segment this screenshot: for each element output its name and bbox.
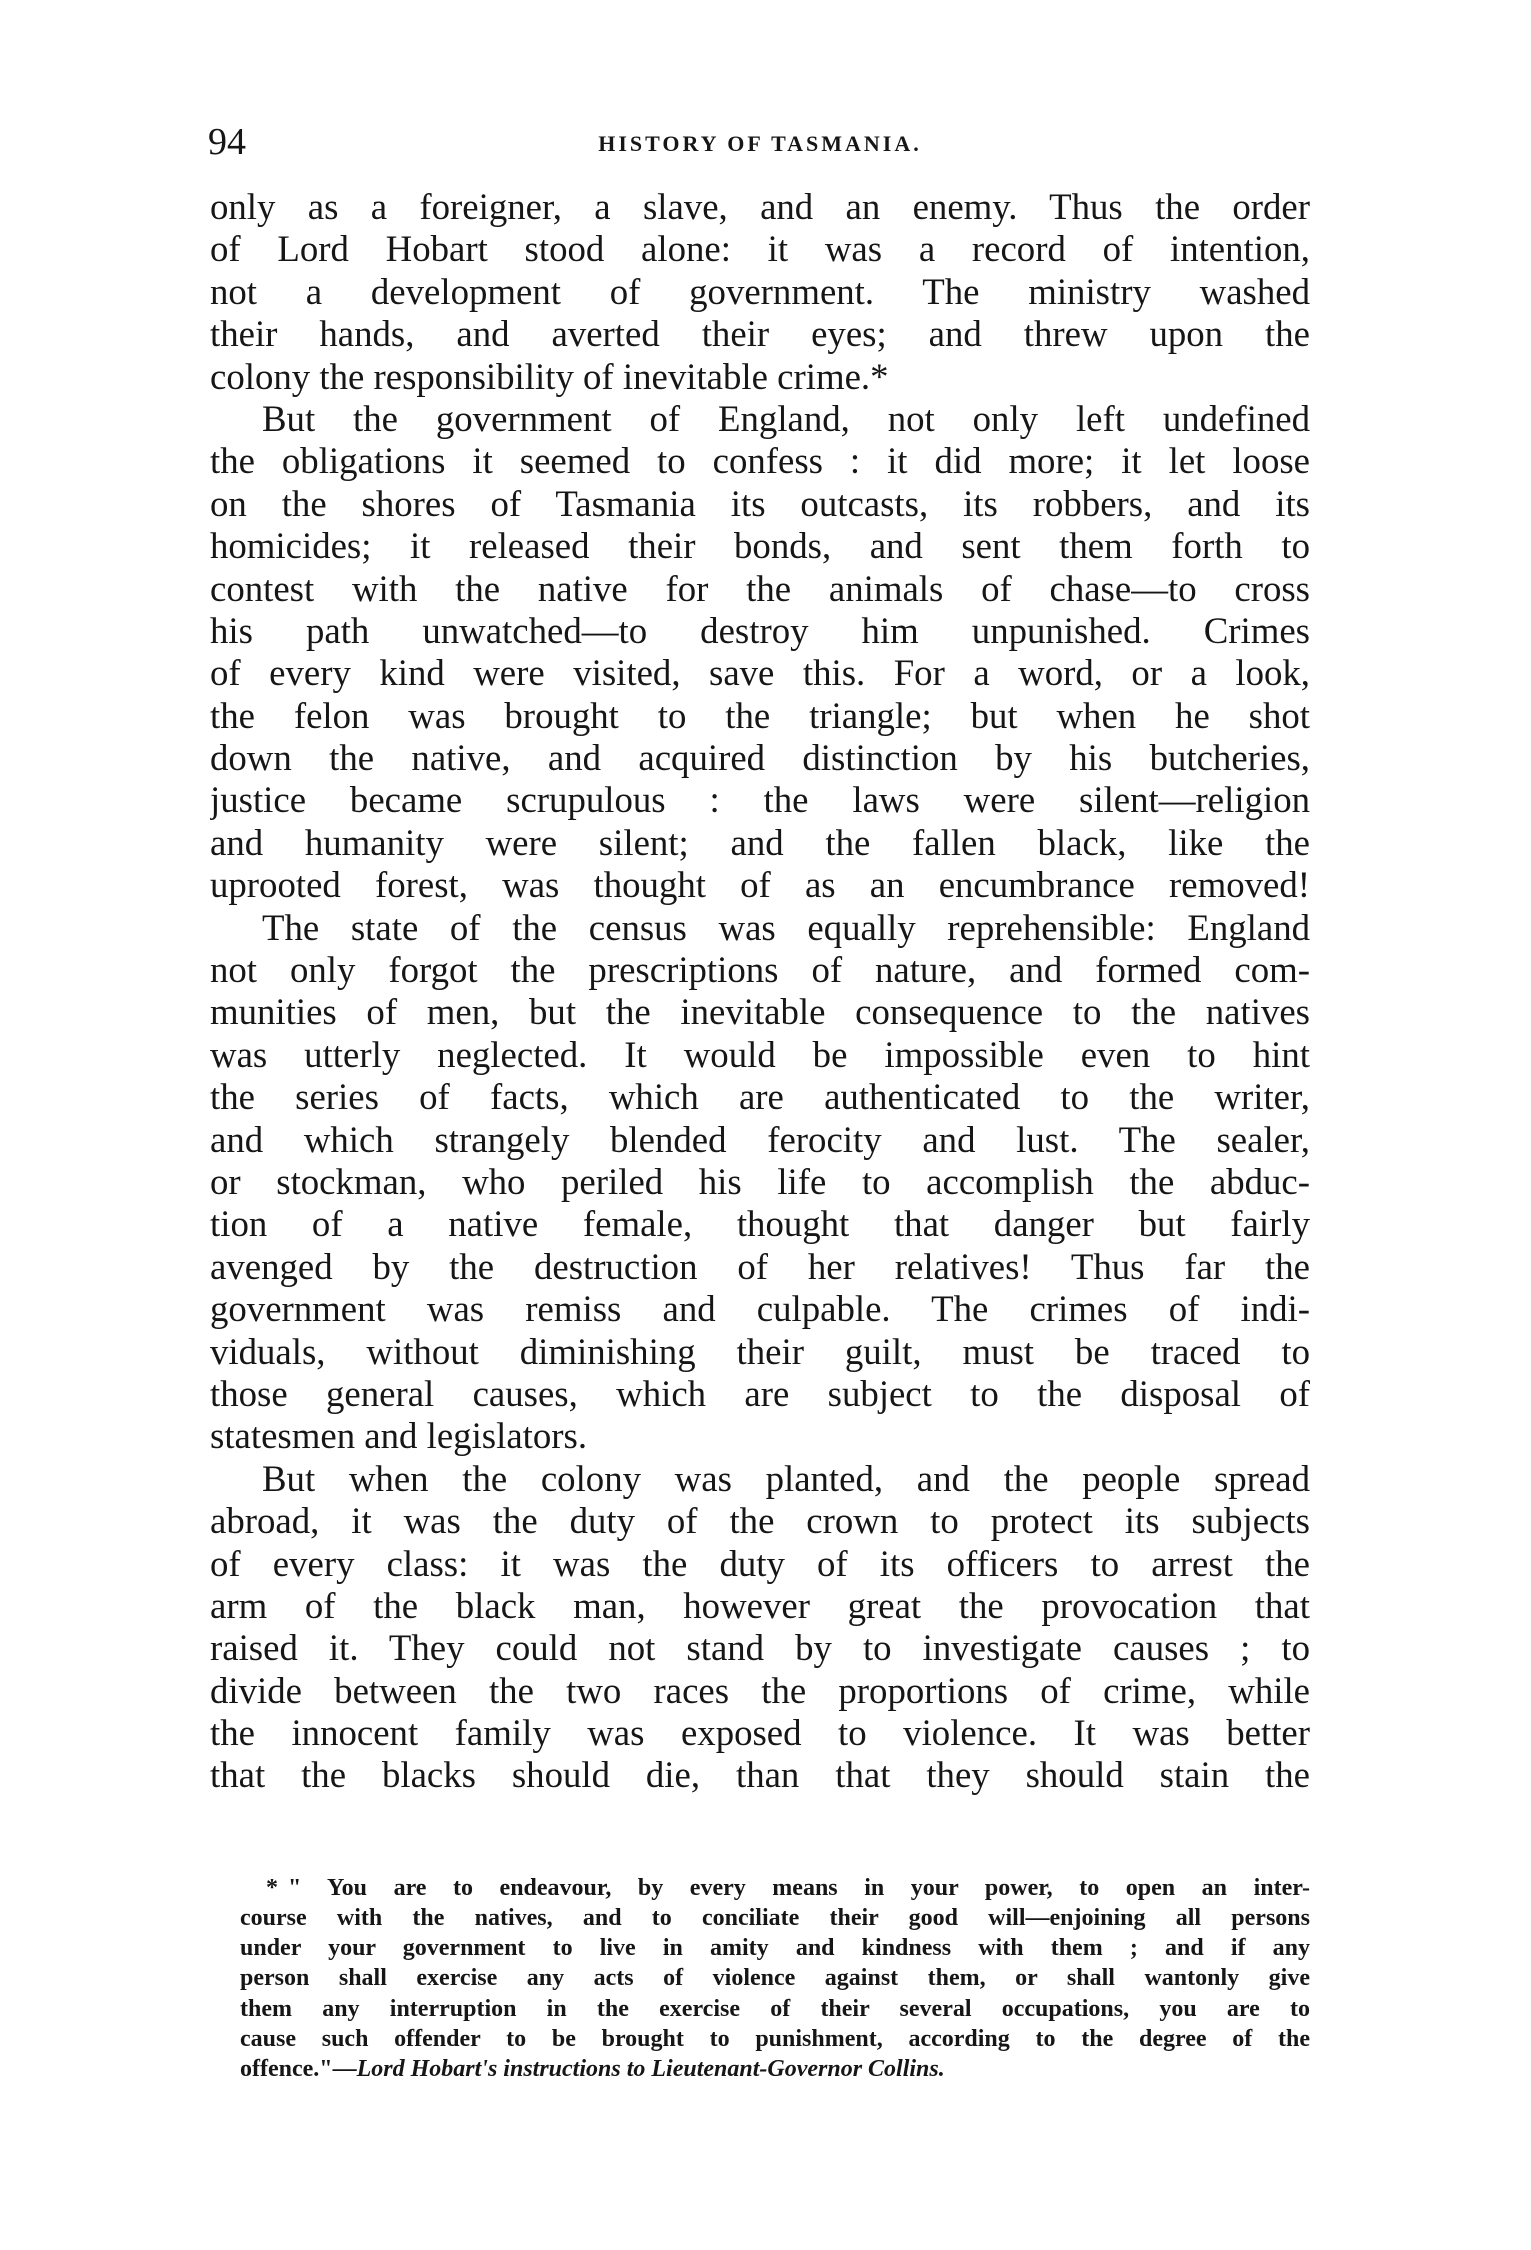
- running-head: [210, 118, 1310, 168]
- paragraph-start-line: But when the colony was planted, and the people spread: [262, 1457, 1310, 1499]
- text-line: their hands, and averted their eyes; and threw upon the: [210, 313, 1310, 355]
- text-line: of every kind were visited, save this. For a word, or a look,: [210, 652, 1310, 694]
- text-line: his path unwatched—to destroy him unpunished. Crimes: [210, 609, 1310, 651]
- footnote-line: them any interruption in the exercise of their several occupations, you are to: [240, 1995, 1310, 2022]
- footnote-text: " You are to endeavour, by every means in your power, to open an inter-: [288, 1874, 1310, 1901]
- text-line: the obligations it seemed to confess : it did more; it let loose: [210, 440, 1310, 482]
- footnote-line: person shall exercise any acts of violence against them, or shall wantonly give: [240, 1965, 1310, 1992]
- text-line: and which strangely blended ferocity and lust. The sealer,: [210, 1118, 1310, 1160]
- text-line: of Lord Hobart stood alone: it was a record of intention,: [210, 228, 1310, 270]
- text-line: those general causes, which are subject to the disposal of: [210, 1372, 1310, 1414]
- text-line: that the blacks should die, than that they should stain the: [210, 1754, 1310, 1796]
- footnote-line: [240, 1873, 1310, 1903]
- text-line: munities of men, but the inevitable consequence to the natives: [210, 991, 1310, 1033]
- text-line: the felon was brought to the triangle; but when he shot: [210, 694, 1310, 736]
- footnote-line: [240, 2054, 1310, 2084]
- text-line: and humanity were silent; and the fallen black, like the: [210, 821, 1310, 863]
- text-line: only as a foreigner, a slave, and an enemy. Thus the order: [210, 186, 1310, 227]
- text-line: the innocent family was exposed to violence. It was better: [210, 1712, 1310, 1754]
- text-line: the series of facts, which are authenticated to the writer,: [210, 1076, 1310, 1118]
- text-line: viduals, without diminishing their guilt, must be traced to: [210, 1330, 1310, 1372]
- text-line: down the native, and acquired distinction by his butcheries,: [210, 737, 1310, 779]
- footnote-text: offence."—: [240, 2055, 357, 2082]
- text-line: abroad, it was the duty of the crown to protect its subjects: [210, 1500, 1310, 1542]
- footnote-line: cause such offender to be brought to punishment, according to the degree of the: [240, 2025, 1310, 2052]
- text-line: homicides; it released their bonds, and sent them forth to: [210, 525, 1310, 567]
- text-line: tion of a native female, thought that danger but fairly: [210, 1203, 1310, 1245]
- text-line: was utterly neglected. It would be impossible even to hint: [210, 1033, 1310, 1075]
- book-page: [210, 118, 1310, 2084]
- paragraph-start-line: But the government of England, not only left undefined: [262, 397, 1310, 439]
- text-line: divide between the two races the proportions of crime, while: [210, 1669, 1310, 1711]
- footnote-attribution: Lord Hobart's instructions to Lieutenant-Governor Collins.: [356, 2055, 945, 2082]
- text-line: arm of the black man, however great the provocation that: [210, 1584, 1310, 1626]
- footnote-line: course with the natives, and to conciliate their good will—enjoining all persons: [240, 1905, 1310, 1932]
- text-line: not only forgot the prescriptions of nature, and formed com-: [210, 949, 1310, 991]
- footnote-line: under your government to live in amity and kindness with them ; and if any: [240, 1935, 1310, 1962]
- text-line: statesmen and legislators.: [210, 1415, 588, 1457]
- text-line: justice became scrupulous : the laws were silent—religion: [210, 779, 1310, 821]
- text-line: government was remiss and culpable. The crimes of indi-: [210, 1288, 1310, 1330]
- text-line: colony the responsibility of inevitable crime.*: [210, 355, 889, 397]
- text-line: raised it. They could not stand by to investigate causes ; to: [210, 1627, 1310, 1669]
- page-number: 94: [208, 121, 246, 163]
- text-line: not a development of government. The ministry washed: [210, 270, 1310, 312]
- paragraph-start-line: The state of the census was equally reprehensible: England: [262, 906, 1310, 948]
- running-title: HISTORY OF TASMANIA.: [598, 131, 922, 156]
- footnote-marker: *: [266, 1874, 278, 1901]
- text-line: on the shores of Tasmania its outcasts, its robbers, and its: [210, 482, 1310, 524]
- text-line: uprooted forest, was thought of as an encumbrance removed!: [210, 864, 1310, 906]
- text-line: contest with the native for the animals of chase—to cross: [210, 567, 1310, 609]
- body-text: [210, 186, 1310, 1797]
- text-line: of every class: it was the duty of its officers to arrest the: [210, 1542, 1310, 1584]
- text-line: avenged by the destruction of her relatives! Thus far the: [210, 1245, 1310, 1287]
- text-line: or stockman, who periled his life to accomplish the abduc-: [210, 1160, 1310, 1202]
- footnote: [210, 1873, 1310, 2084]
